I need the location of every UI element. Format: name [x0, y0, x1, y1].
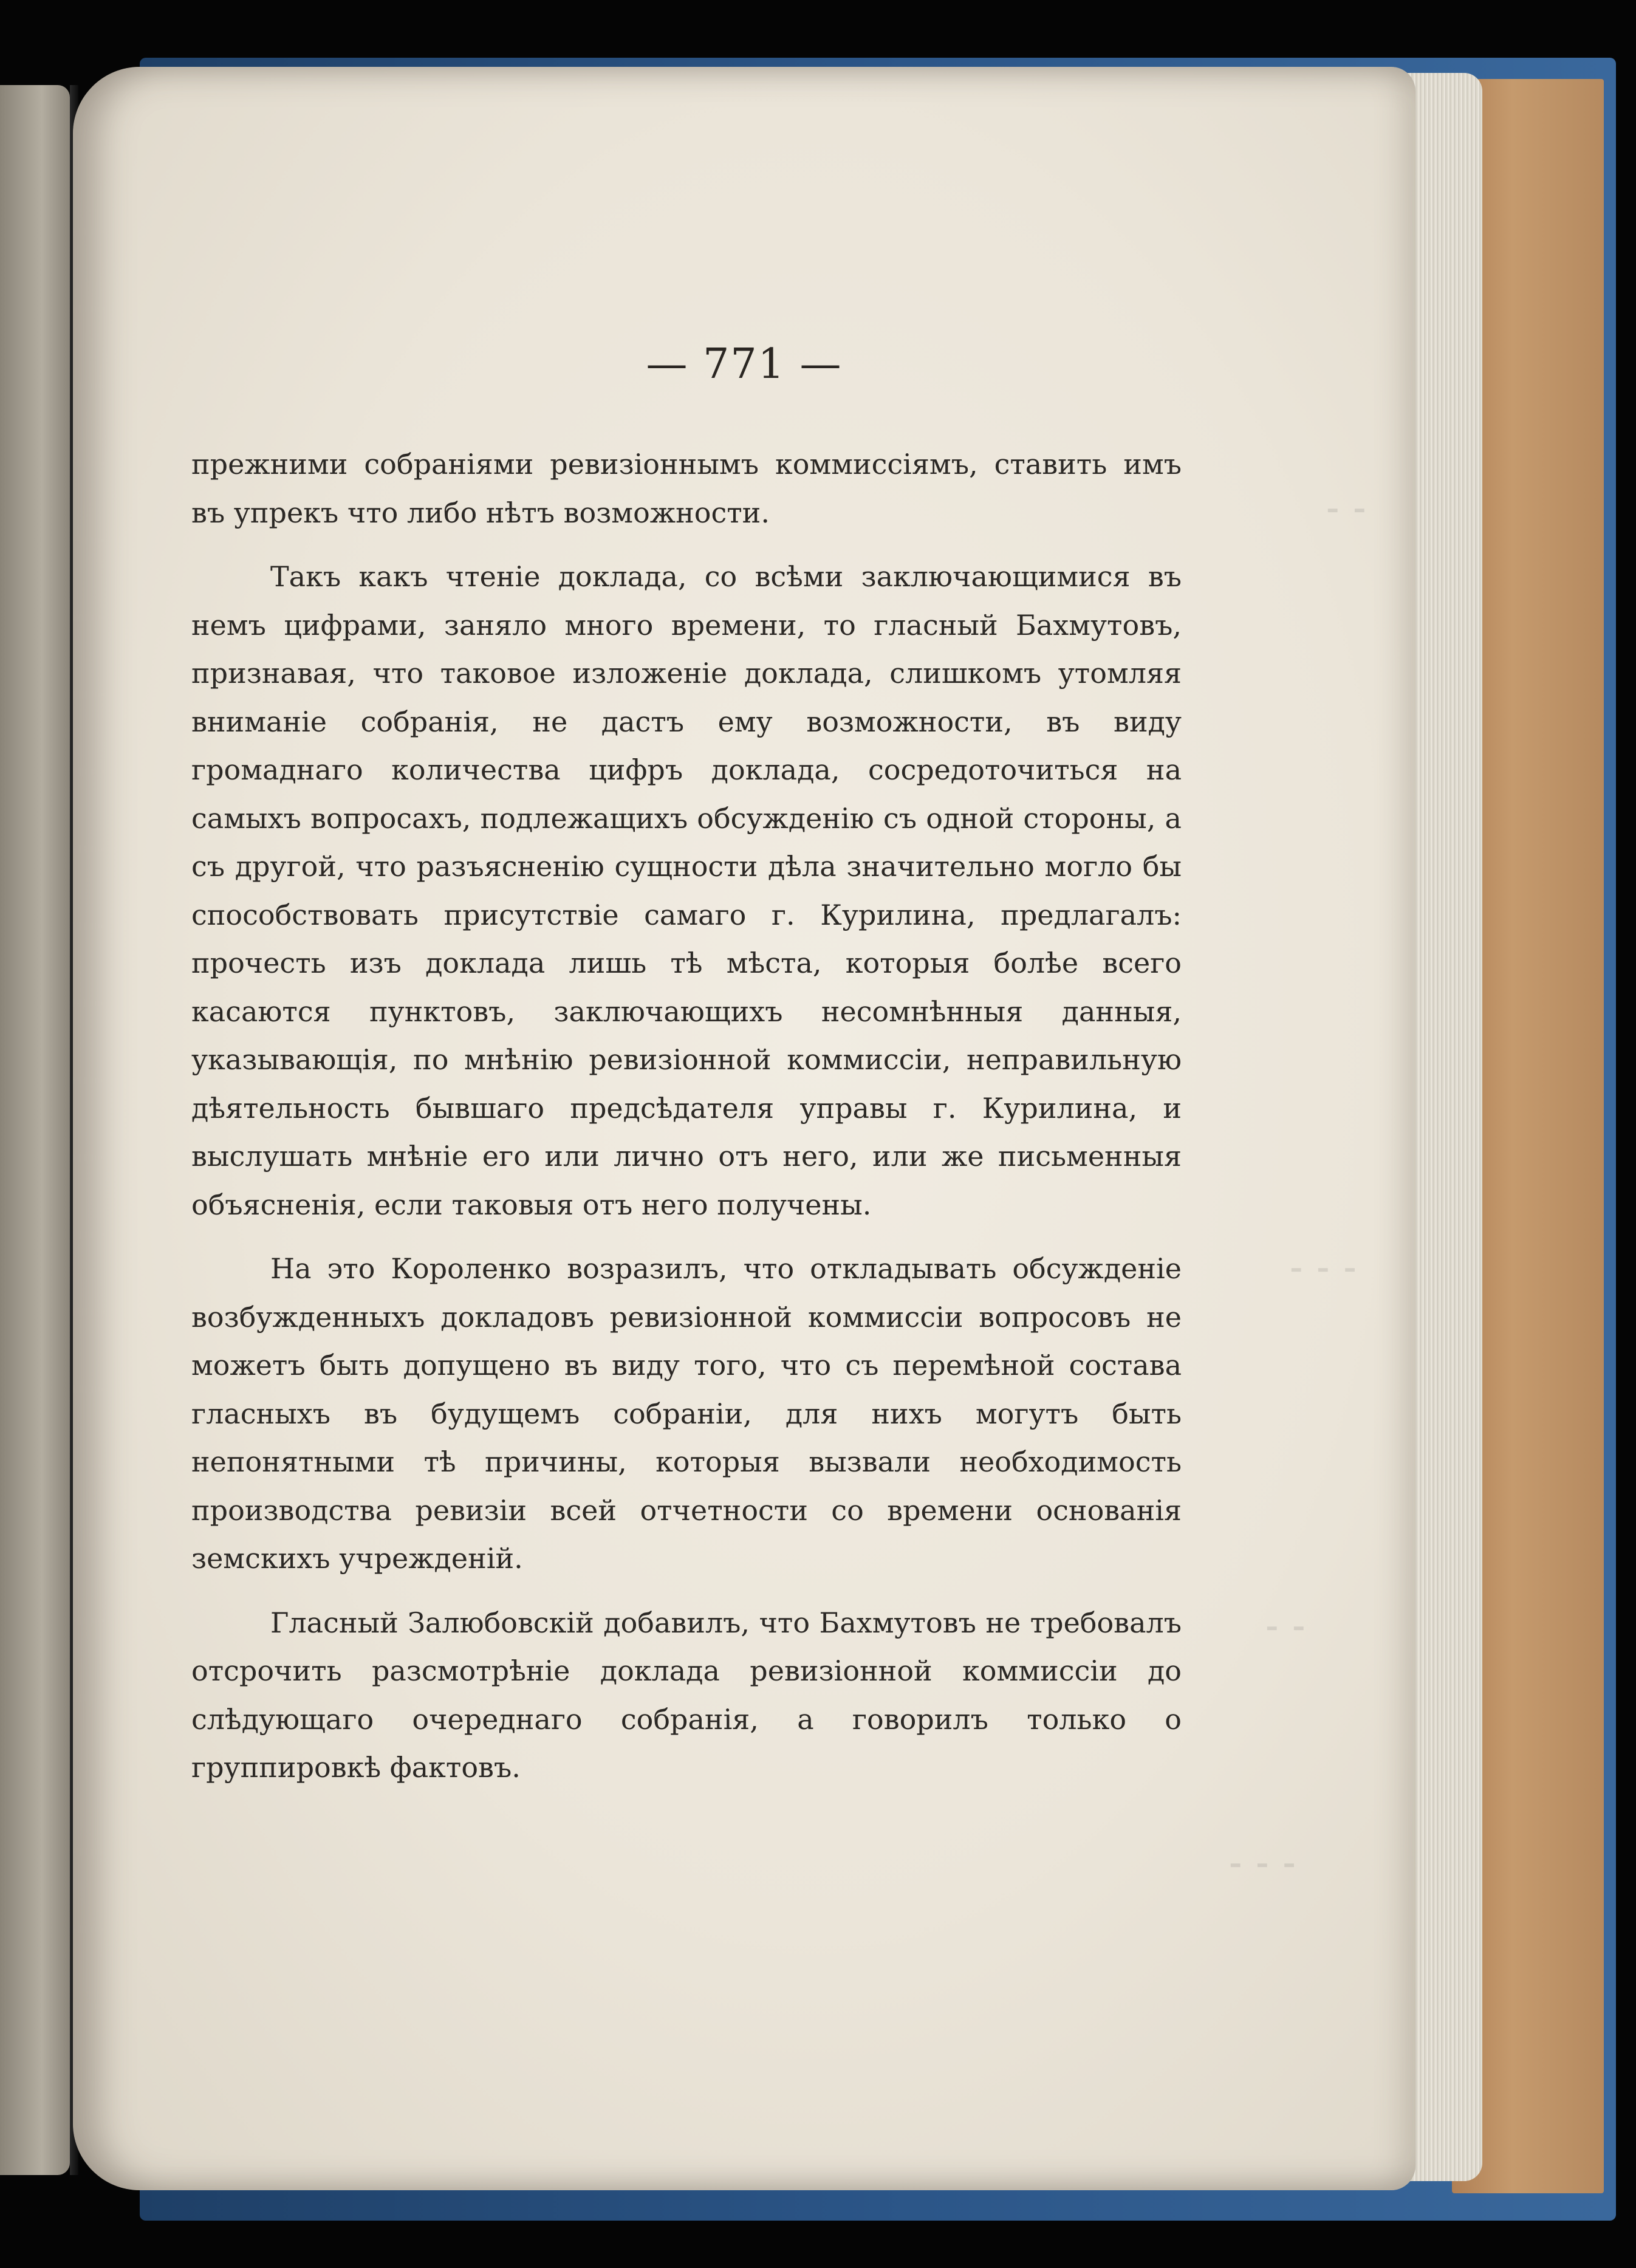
- previous-page-edge: [0, 85, 70, 2175]
- paragraph: Гласный Залюбовскій добавилъ, что Бахмутовъ не требовалъ отсрочить разсмотрѣніе доклада ревизіонной коммиссіи до слѣдующаго очереднаго собранія, а говорилъ только о группировкѣ фактовъ.: [191, 1606, 1182, 1784]
- paragraph: Такъ какъ чтеніе доклада, со всѣми заключающимися въ немъ цифрами, заняло много времени, то гласный Бахмутовъ, признавая, что таковое изложеніе доклада, слишкомъ утомляя вниманіе собранія, не дастъ ему возможности, въ виду громаднаго количества цифръ доклада, сосредоточиться на самыхъ вопросахъ, подлежащихъ обсужденію съ одной стороны, а съ другой, что разъясненію сущности дѣла значительно могло бы способствовать присутствіе самаго г. Курилина, предлагалъ: прочесть изъ доклада лишь тѣ мѣста, которыя болѣе всего касаются пунктовъ, заключающихъ несомнѣнныя данныя, указывающія, по мнѣнію ревизіонной коммиссіи, неправильную дѣятельность бывшаго предсѣдателя управы г. Курилина, и выслушать мнѣніе его или лично отъ него, или же письменныя объясненія, если таковыя отъ него получены.: [191, 560, 1182, 1221]
- show-through-mark: ⁃ ⁃ ⁃: [1288, 1252, 1358, 1290]
- show-through-mark: ⁃ ⁃: [1324, 492, 1368, 530]
- paragraph-continued: прежними собраніями ревизіоннымъ коммиссіямъ, ставить имъ въ упрекъ что либо нѣтъ возможности.: [191, 448, 1182, 529]
- page-body: [191, 440, 1182, 1792]
- show-through-mark: ⁃ ⁃: [1264, 1610, 1307, 1648]
- show-through-mark: ⁃ ⁃ ⁃: [1227, 1847, 1298, 1885]
- page-number: — 771 —: [646, 340, 843, 388]
- book-page: [73, 67, 1415, 2190]
- paragraph: На это Короленко возразилъ, что откладывать обсужденіе возбужденныхъ докладовъ ревизіонной коммиссіи вопросовъ не можетъ быть допущено въ виду того, что съ перемѣной состава гласныхъ въ будущемъ собраніи, для нихъ могутъ быть непонятными тѣ причины, которыя вызвали необходимость производства ревизіи всей отчетности со времени основанія земскихъ учрежденій.: [191, 1252, 1182, 1575]
